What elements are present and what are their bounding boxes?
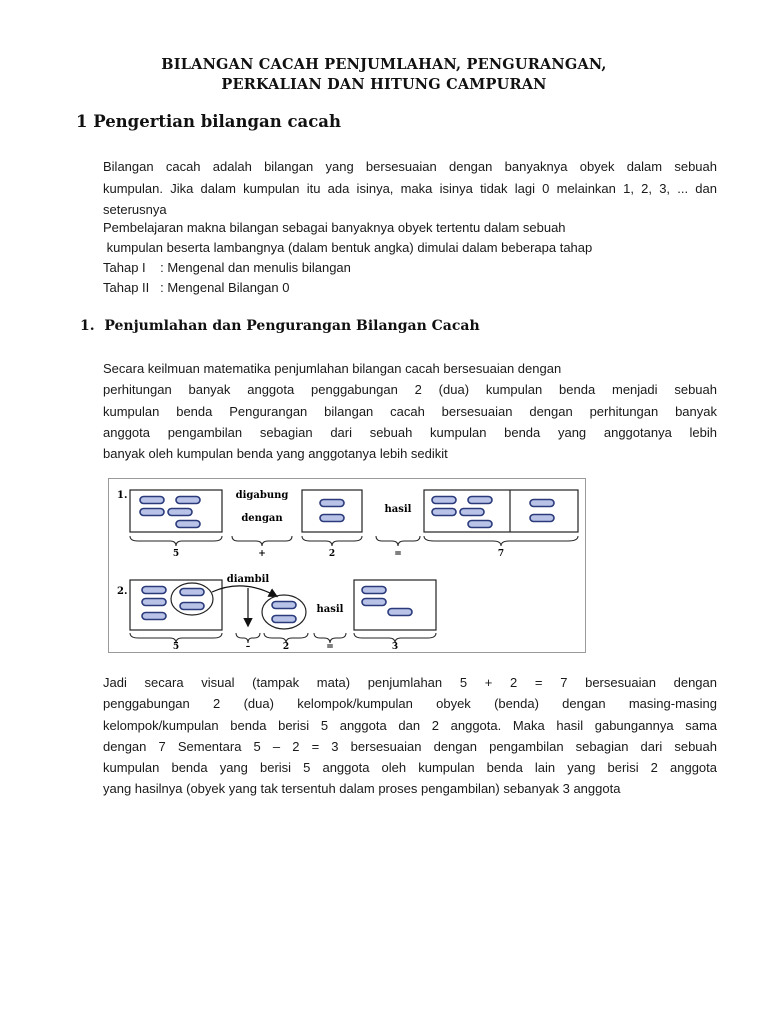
text-line: Jadi secara visual (tampak mata) penjumlahan 5 + 2 = 7 bersesuaian dengan xyxy=(103,675,717,690)
text-line: penggabungan 2 (dua) kelompok/kumpulan obyek (benda) dengan masing-masing xyxy=(103,696,717,712)
object-pill xyxy=(176,497,200,504)
stage-2-line: Tahap II : Mengenal Bilangan 0 xyxy=(103,280,290,295)
document-title xyxy=(0,55,768,95)
object-pill xyxy=(142,599,166,606)
object-pill xyxy=(142,613,166,620)
label-2-row2: 2 xyxy=(282,642,290,652)
minus-sign: – xyxy=(245,642,251,652)
title-line-1: BILANGAN CACAH PENJUMLAHAN, PENGURANGAN, xyxy=(161,56,607,73)
section-2-paragraph-1 xyxy=(103,358,717,464)
plus-sign: + xyxy=(258,549,266,559)
word-hasil-row2: hasil xyxy=(316,604,344,615)
object-pill xyxy=(388,609,412,616)
text-line: kelompok/kumpulan benda berisi 5 anggota dan 2 anggota. Maka hasil gabungannya sama xyxy=(103,717,717,733)
object-pill xyxy=(142,587,166,594)
object-pill xyxy=(432,509,456,516)
text-line: Bilangan cacah adalah bilangan yang bersesuaian dengan banyaknya obyek dalam sebuah xyxy=(103,159,717,174)
text-line: perhitungan banyak anggota penggabungan 2 (dua) kumpulan benda menjadi sebuah xyxy=(103,382,717,398)
label-5-row2: 5 xyxy=(172,642,180,652)
text-line: seterusnya xyxy=(103,202,167,217)
object-pill xyxy=(180,589,204,596)
stage-1-line: Tahap I : Mengenal dan menulis bilangan xyxy=(103,260,351,275)
section-2-heading: 1. Penjumlahan dan Pengurangan Bilangan Cacah xyxy=(80,318,480,334)
word-diambil: diambil xyxy=(226,574,270,585)
illustration-figure xyxy=(108,478,586,653)
label-2: 2 xyxy=(328,549,336,559)
text-line: yang hasilnya (obyek yang tak tersentuh dalam proses pengambilan) sebanyak 3 anggota xyxy=(103,781,621,797)
text-line: kumpulan benda Pengurangan bilangan cacah bersesuaian dengan perhitungan banyak xyxy=(103,403,717,419)
text-line: kumpulan beserta lambangnya (dalam bentuk angka) dimulai dalam beberapa tahap xyxy=(103,240,593,255)
object-pill xyxy=(460,509,484,516)
text-line: anggota pengambilan sebagian dari sebuah kumpulan benda yang anggotanya lebih xyxy=(103,424,717,440)
section-1-heading: 1 Pengertian bilangan cacah xyxy=(76,112,341,131)
set-b-box xyxy=(302,490,362,532)
text-line: dengan 7 Sementara 5 – 2 = 3 bersesuaian dengan pengambilan sebagian dari sebuah xyxy=(103,738,717,754)
text-line: Secara keilmuan matematika penjumlahan bilangan cacah bersesuaian dengan xyxy=(103,361,562,376)
text-line: Pembelajaran makna bilangan sebagai banyaknya obyek tertentu dalam sebuah xyxy=(103,220,566,235)
label-7: 7 xyxy=(497,549,505,559)
row-1-number: 1. xyxy=(117,490,128,501)
section-1-paragraph-2 xyxy=(103,218,717,298)
equals-sign: = xyxy=(394,549,402,559)
text-line: kumpulan benda yang berisi 5 anggota oleh kumpulan benda lain yang berisi 2 anggota xyxy=(103,760,717,776)
text-line: banyak oleh kumpulan benda yang anggotanya lebih sedikit xyxy=(103,446,448,462)
object-pill xyxy=(176,521,200,528)
section-1-paragraph-1 xyxy=(103,156,717,221)
word-dengan: dengan xyxy=(241,513,283,524)
object-pill xyxy=(180,603,204,610)
object-pill xyxy=(468,497,492,504)
row-2-number: 2. xyxy=(117,586,128,597)
label-3: 3 xyxy=(391,642,399,652)
word-hasil: hasil xyxy=(384,504,412,515)
object-pill xyxy=(140,497,164,504)
object-pill xyxy=(530,500,554,507)
object-pill xyxy=(362,587,386,594)
object-pill xyxy=(320,515,344,522)
word-digabung: digabung xyxy=(235,490,289,501)
object-pill xyxy=(432,497,456,504)
text-line: kumpulan. Jika dalam kumpulan itu ada isinya, maka isinya tidak lagi 0 melainkan 1, 2, 3, ... dan xyxy=(103,180,717,196)
section-2-paragraph-2 xyxy=(103,672,717,800)
object-pill xyxy=(468,521,492,528)
label-5: 5 xyxy=(172,549,180,559)
object-pill xyxy=(362,599,386,606)
object-pill xyxy=(530,515,554,522)
equals-sign-row2: = xyxy=(326,642,334,652)
object-pill xyxy=(272,616,296,623)
object-pill xyxy=(272,602,296,609)
object-pill xyxy=(168,509,192,516)
title-line-2: PERKALIAN DAN HITUNG CAMPURAN xyxy=(221,76,547,93)
object-pill xyxy=(140,509,164,516)
object-pill xyxy=(320,500,344,507)
